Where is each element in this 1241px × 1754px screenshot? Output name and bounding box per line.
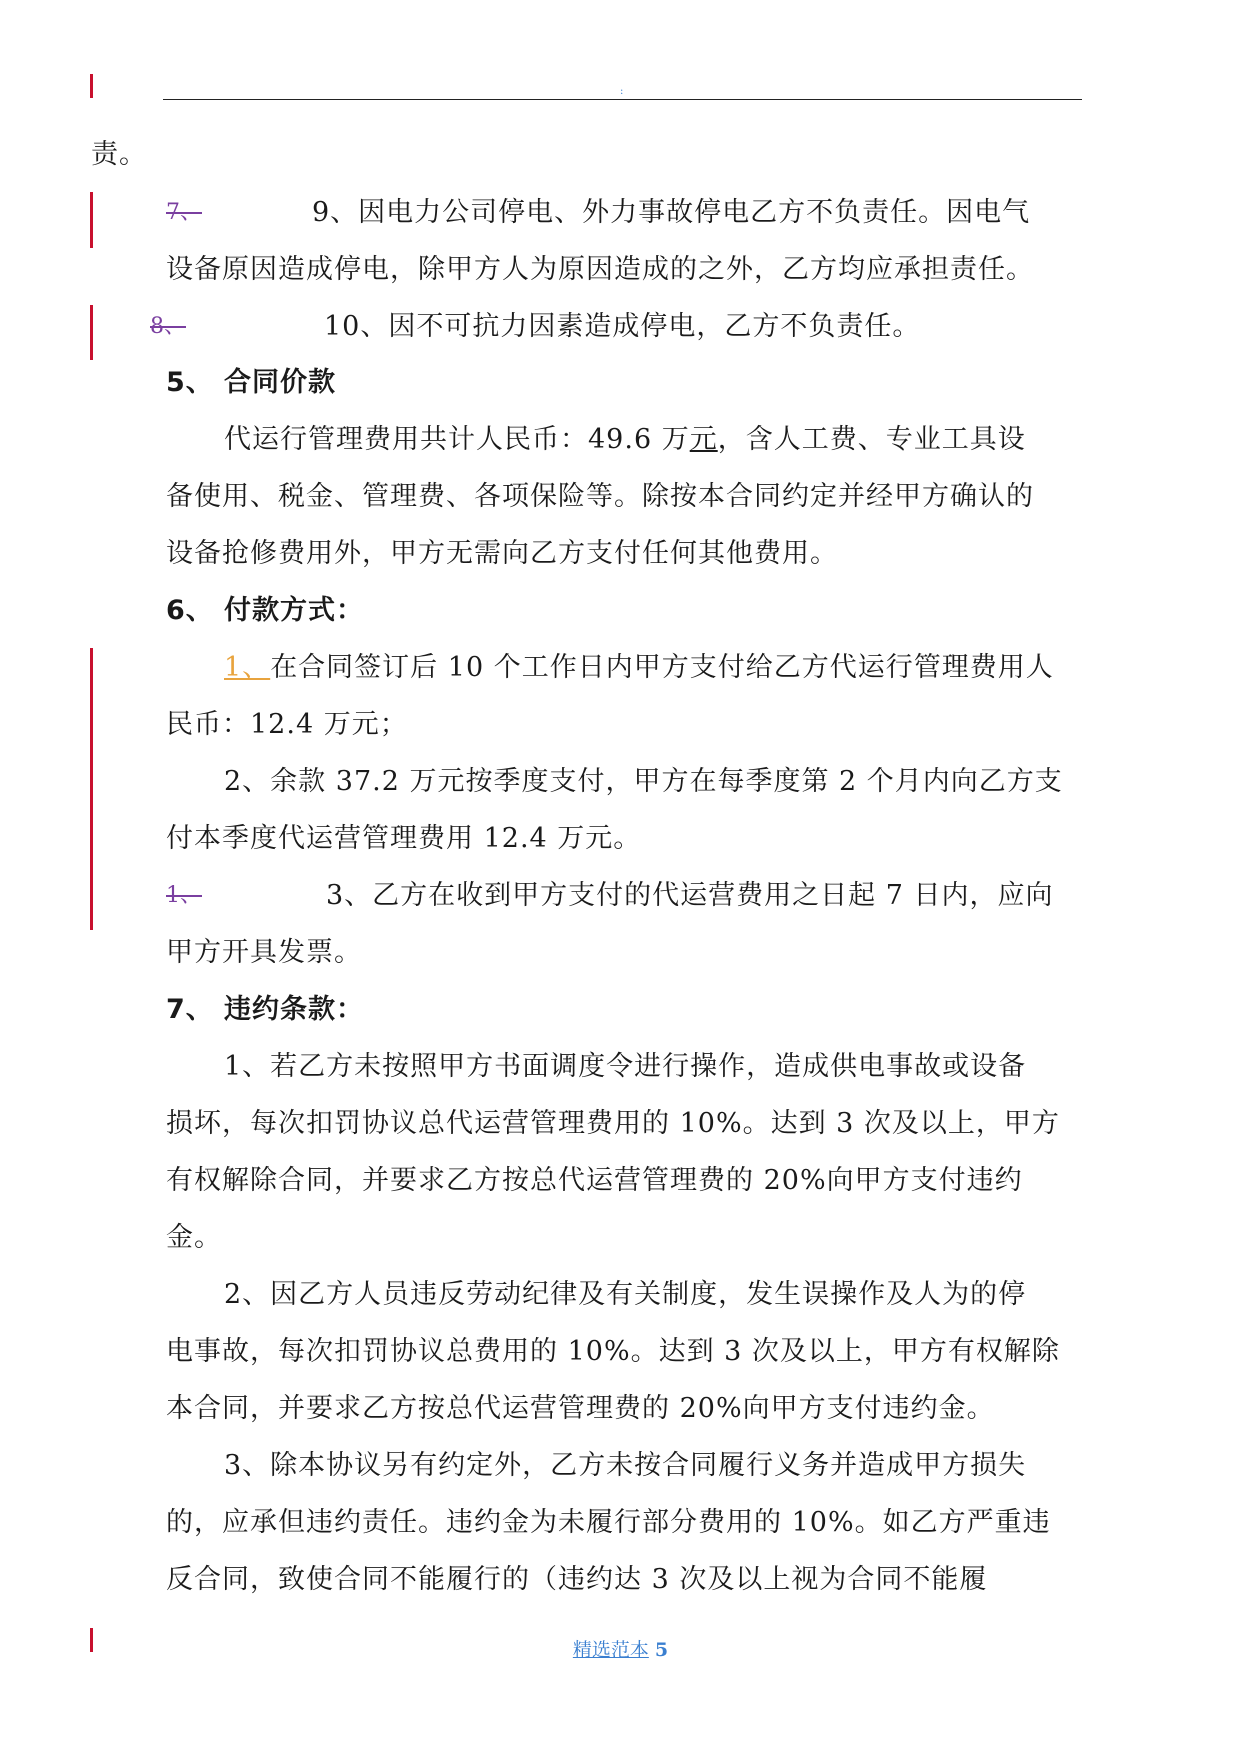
change-bar [90,648,93,930]
text-line [224,420,1026,460]
header-rule [163,99,1082,100]
section-number: 5、 [166,367,214,398]
change-bar [90,192,93,248]
section-title: 付款方式： [224,595,364,626]
text-line: 2、因乙方人员违反劳动纪律及有关制度，发生误操作及人为的停 [224,1279,1027,1310]
text-span: 代运行管理费用共计人民币：49.6 万 [224,424,690,455]
footer-link[interactable]: 精选范本 [572,1639,649,1661]
section-heading-5 [166,363,336,403]
text-line: 9、因电力公司停电、外力事故停电乙方不负责任。因电气 [312,197,1031,228]
inserted-number: 1、 [224,652,271,683]
page-number: 5 [654,1639,669,1661]
text-line: 设备抢修费用外，甲方无需向乙方支付任何其他费用。 [166,538,838,569]
text-span: ，含人工费、专业工具设 [717,424,1026,455]
change-bar [90,74,93,98]
page-footer [0,1635,1241,1662]
text-line: 甲方开具发票。 [166,937,362,968]
text-line: 3、除本协议另有约定外，乙方未按合同履行义务并造成甲方损失 [224,1450,1027,1481]
underlined-text: 元 [689,424,718,455]
text-line: 反合同，致使合同不能履行的（违约达 3 次及以上视为合同不能履 [166,1564,988,1595]
text-line: 责。 [91,139,147,170]
text-line: 金。 [166,1222,222,1253]
text-line: 本合同，并要求乙方按总代运营管理费的 20%向甲方支付违约金。 [166,1393,995,1424]
deleted-number: 7、 [166,200,202,225]
header-mark: : [620,86,624,97]
section-heading-6 [166,591,364,631]
section-number: 6、 [166,595,214,626]
deleted-number: 1、 [166,883,202,908]
text-line: 1、若乙方未按照甲方书面调度令进行操作，造成供电事故或设备 [224,1051,1027,1082]
section-number: 7、 [166,994,214,1025]
change-bar [90,305,93,360]
text-line: 3、乙方在收到甲方支付的代运营费用之日起 7 日内，应向 [326,880,1054,911]
text-line: 设备原因造成停电，除甲方人为原因造成的之外，乙方均应承担责任。 [166,254,1034,285]
text-line: 付本季度代运营管理费用 12.4 万元。 [166,823,642,854]
text-line: 损坏，每次扣罚协议总代运营管理费用的 10%。达到 3 次及以上，甲方 [166,1108,1060,1139]
section-title: 合同价款 [224,367,336,398]
section-title: 违约条款： [224,994,364,1025]
text-line: 民币：12.4 万元； [166,709,408,740]
text-line: 备使用、税金、管理费、各项保险等。除按本合同约定并经甲方确认的 [166,481,1034,512]
text-line: 10、因不可抗力因素造成停电，乙方不负责任。 [324,311,921,342]
text-line: 2、余款 37.2 万元按季度支付，甲方在每季度第 2 个月内向乙方支 [224,766,1063,797]
text-line: 有权解除合同，并要求乙方按总代运营管理费的 20%向甲方支付违约 [166,1165,1023,1196]
text-line: 的，应承但违约责任。违约金为未履行部分费用的 10%。如乙方严重违 [166,1507,1051,1538]
text-line [224,648,1054,688]
text-span: 在合同签订后 10 个工作日内甲方支付给乙方代运行管理费用人 [270,652,1054,683]
section-heading-7 [166,990,364,1030]
deleted-number: 8、 [150,314,186,339]
text-line: 电事故，每次扣罚协议总费用的 10%。达到 3 次及以上，甲方有权解除 [166,1336,1060,1367]
